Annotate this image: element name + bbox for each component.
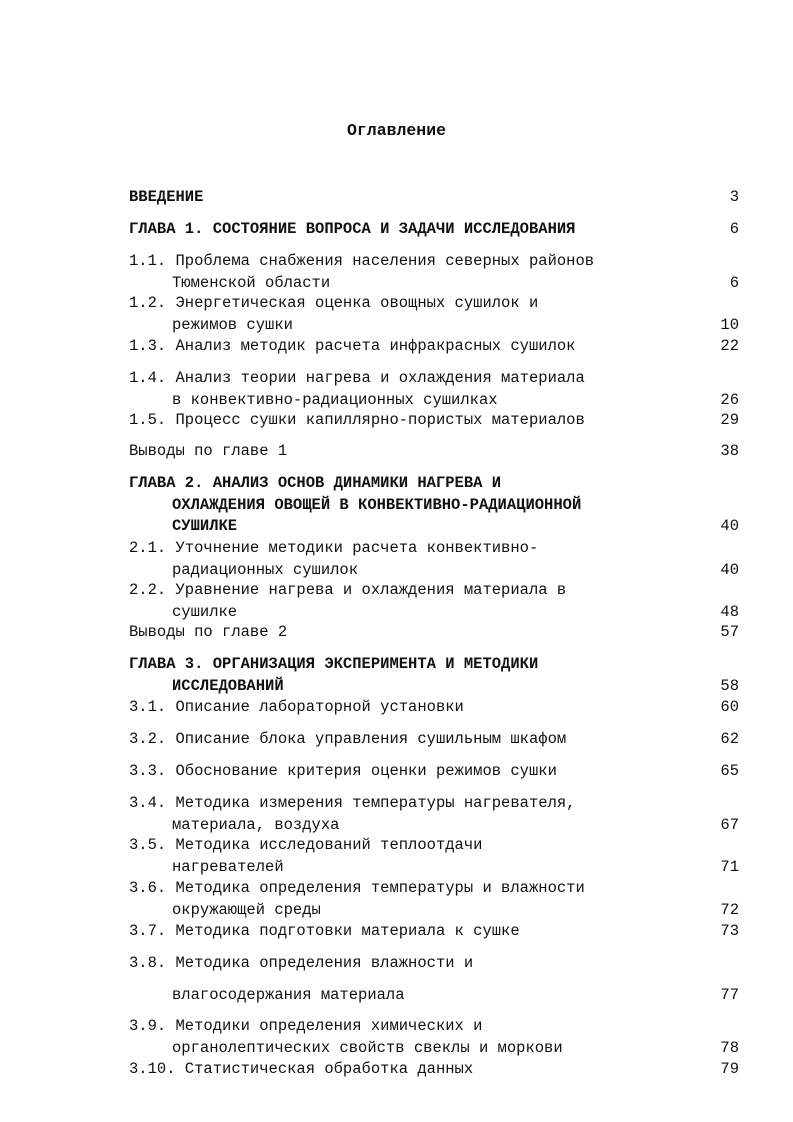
toc-entry-1-5 [129,410,739,432]
toc-entry-text: 2.2. Уравнение нагрева и охлаждения материала в [129,581,567,599]
toc-page-number: 22 [720,337,739,355]
toc-entry-1-2 [129,293,739,336]
toc-page-number: 62 [720,730,739,748]
toc-entry-3-3 [129,761,739,783]
toc-page-number: 73 [720,922,739,940]
toc-page-number: 6 [729,273,739,292]
toc-page-number: 79 [720,1060,739,1078]
toc-page-number: 71 [720,857,739,876]
toc-page-number: 58 [720,676,739,695]
toc-entry-text: 1.1. Проблема снабжения населения северных районов [129,252,595,270]
toc-page-number: 40 [720,517,739,535]
toc-entry-text: 3.10. Статистическая обработка данных [129,1060,474,1078]
toc-entry-2-1 [129,538,739,581]
toc-entry-text: Выводы по главе 1 [129,442,288,460]
toc-entry-3-2 [129,729,739,751]
toc-entry-text: ИССЛЕДОВАНИЙ [172,676,284,695]
toc-entry-text: 1.3. Анализ методик расчета инфракрасных сушилок [129,337,576,355]
toc-page-number: 65 [720,762,739,780]
toc-entry-text: нагревателей [172,857,284,876]
toc-entry-1-1 [129,251,739,294]
toc-page-number: 48 [720,602,739,621]
toc-page-number: 72 [720,900,739,919]
toc-entry-text: 1.2. Энергетическая оценка овощных сушилок и [129,294,539,312]
toc-page-number: 3 [729,188,739,206]
toc-entry-text: 3.1. Описание лабораторной установки [129,698,464,716]
toc-entry-1-4 [129,368,739,411]
toc-entry-text: ГЛАВА 3. ОРГАНИЗАЦИЯ ЭКСПЕРИМЕНТА И МЕТОДИКИ [129,655,539,673]
toc-entry-text: 3.7. Методика подготовки материала к сушке [129,922,520,940]
page-title: Оглавление [346,121,447,140]
toc-entry-3-1 [129,697,739,719]
toc-entry-chapter-1 [129,219,739,241]
toc-entry-chapter-3 [129,654,739,697]
toc-page-number: 10 [720,315,739,334]
toc-entry-text: 3.9. Методики определения химических и [129,1017,483,1035]
toc-entry-3-9 [129,1016,739,1059]
toc-page-number: 26 [720,390,739,409]
toc-entry-3-5 [129,835,739,878]
toc-page-number: 78 [720,1038,739,1057]
toc-entry-text: СУШИЛКЕ [172,517,238,535]
toc-entry-text: 3.4. Методика измерения температуры нагревателя, [129,794,576,812]
toc-page-number: 29 [720,411,739,429]
toc-page-number: 60 [720,698,739,716]
toc-page-number: 57 [720,623,739,641]
toc-entry-3-10 [129,1059,739,1081]
toc-entry-text: 3.6. Методика определения температуры и влажности [129,879,585,897]
toc-entry-conclusions-1 [129,441,739,463]
toc-entry-text: 3.2. Описание блока управления сушильным шкафом [129,730,567,748]
toc-entry-text: ГЛАВА 2. АНАЛИЗ ОСНОВ ДИНАМИКИ НАГРЕВА И [129,474,502,492]
toc-entry-text: 3.3. Обоснование критерия оценки режимов сушки [129,762,557,780]
toc-entry-text: 3.8. Методика определения влажности и [129,954,474,972]
toc-page-number: 40 [720,560,739,579]
toc-entry-text: ОХЛАЖДЕНИЯ ОВОЩЕЙ В КОНВЕКТИВНО-РАДИАЦИОННОЙ [172,495,582,514]
toc-entry-text: 1.4. Анализ теории нагрева и охлаждения материала [129,369,585,387]
toc-entry-3-7 [129,921,739,943]
toc-page-number: 77 [720,986,739,1004]
toc-entry-3-4 [129,793,739,836]
toc-entry-text: Тюменской области [172,273,331,292]
toc-entry-3-8 [129,953,739,975]
toc-entry-text: радиационных сушилок [172,560,359,579]
toc-page-number: 67 [720,815,739,834]
toc-entry-text: Выводы по главе 2 [129,623,288,641]
toc-entry-2-2 [129,580,739,623]
toc-entry-text: органолептических свойств свеклы и моркови [172,1038,563,1057]
toc-page-number: 6 [729,220,739,238]
toc-entry-text: окружающей среды [172,900,321,919]
toc-entry-introduction [129,187,739,209]
toc-entry-text: режимов сушки [172,315,293,334]
toc-entry-text: 2.1. Уточнение методики расчета конвективно- [129,539,539,557]
toc-entry-chapter-2 [129,473,739,538]
toc-entry-text: сушилке [172,602,238,621]
toc-entry-text: 1.5. Процесс сушки капиллярно-пористых материалов [129,411,585,429]
toc-entry-conclusions-2 [129,622,739,644]
toc-entry-text: влагосодержания материала [172,986,405,1004]
toc-entry-text: в конвективно-радиационных сушилках [172,390,498,409]
toc-entry-1-3 [129,336,739,358]
toc-entry-text: ВВЕДЕНИЕ [129,188,204,206]
toc-page-number: 38 [720,442,739,460]
toc-entry-3-6 [129,878,739,921]
toc-entry-text: материала, воздуха [172,815,340,834]
toc-entry-text: ГЛАВА 1. СОСТОЯНИЕ ВОПРОСА И ЗАДАЧИ ИССЛЕДОВАНИЯ [129,220,576,238]
toc-entry-3-8-continued [129,985,739,1007]
toc-entry-text: 3.5. Методика исследований теплоотдачи [129,836,483,854]
